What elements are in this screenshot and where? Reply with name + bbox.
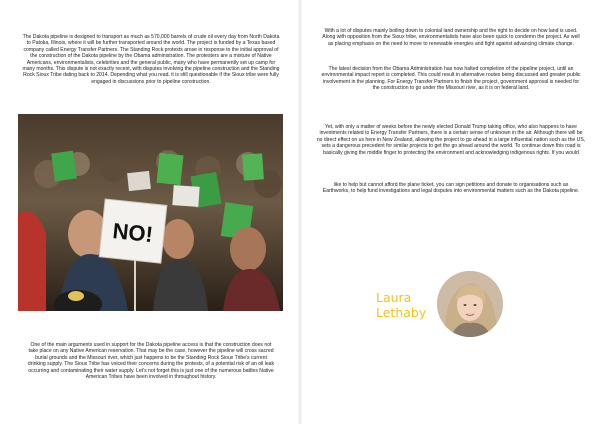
right-page bbox=[300, 0, 600, 424]
author-portrait bbox=[437, 271, 503, 337]
photo-sign-text: NO! bbox=[111, 218, 155, 248]
right-paragraph-1: With a lot of disputes mainly boiling down to colonial land ownership and the right to decide on how land is used. Along with opposition from the Sioux tribe, environmentalists have also been quick to condemn the project. As well as placing emphasis on the need to move to renewable energies and fight against advancing climate change. bbox=[322, 28, 580, 47]
author-first-name: Laura bbox=[376, 290, 412, 305]
intro-paragraph: The Dakota pipeline is designed to transport as much as 570,000 barrels of crude oil every day from North Dakota to Patoka, Illinois, where it will be further transported around the world. The project is funded by a Texas based company called Energy Transfer Partners. The Standing Rock protests arose in response to the initial approval of the construction of the Dakota pipeline by the Obama administration. The protesters are a mixture of Native Americans, environmentalists, celebrities and the general public, many who have permanently set up camp for many months. This dispute is not exactly recent, with disputes involving the pipeline construction and the Standing Rock Sioux Tribe dating back to 2014. Depending what you read, it is still questionable if the Sioux tribe were fully engaged in discussions prior to pipeline construction. bbox=[22, 34, 280, 85]
right-paragraph-3: Yet, with only a matter of weeks before the newly elected Donald Trump taking office, who also happens to have investments related to Energy Transfer Partners, there is a certain sense of unknown in the air. Although there will be no direct effect on us here in New Zealand, allowing the project to go ahead in a large influential nation such as the US, sets a dangerous precedent for similar projects to get the go ahead around the world. To continue down this road is basically giving the middle finger to protecting the environment and acknowledging indigenous rights. If you would bbox=[316, 124, 586, 156]
right-paragraph-2: The latest decision from the Obama Administration has now halted completion of the pipeline project, until an environmental impact report is completed. This could result in alternative routes being discussed and greater public involvement in the planning. For Energy Transfer Partners to finish the project, government approval is needed for the construction to go under the Missouri river, as it is on federal land. bbox=[321, 66, 581, 92]
page-gutter bbox=[298, 0, 302, 424]
author-last-name: Lethaby bbox=[376, 305, 427, 320]
bottom-paragraph: One of the main arguments used in support for the Dakota pipeline access is that the construction does not take place on any Native American reservation. That may be the case, however the pipeline will cross sacred burial grounds and the Missouri river, which just happens to be the Standing Rock Sioux Tribe's current drinking supply. The Sioux Tribe has voiced their concerns during the protests, of a potential risk of an oil leak occurring and contaminating their water supply. Let's not forget this is just one of the numerous battles Native American Tribes have been involved in throughout history. bbox=[27, 342, 275, 381]
author-name bbox=[376, 290, 426, 320]
protest-photo bbox=[18, 114, 283, 311]
right-paragraph-4: like to help but cannot afford the plane ticket, you can sign petitions and donate to organisations such as Earthworks, to help fund investigations and legal disputes into environmental matters such as the Dakota pipeline. bbox=[322, 182, 580, 195]
